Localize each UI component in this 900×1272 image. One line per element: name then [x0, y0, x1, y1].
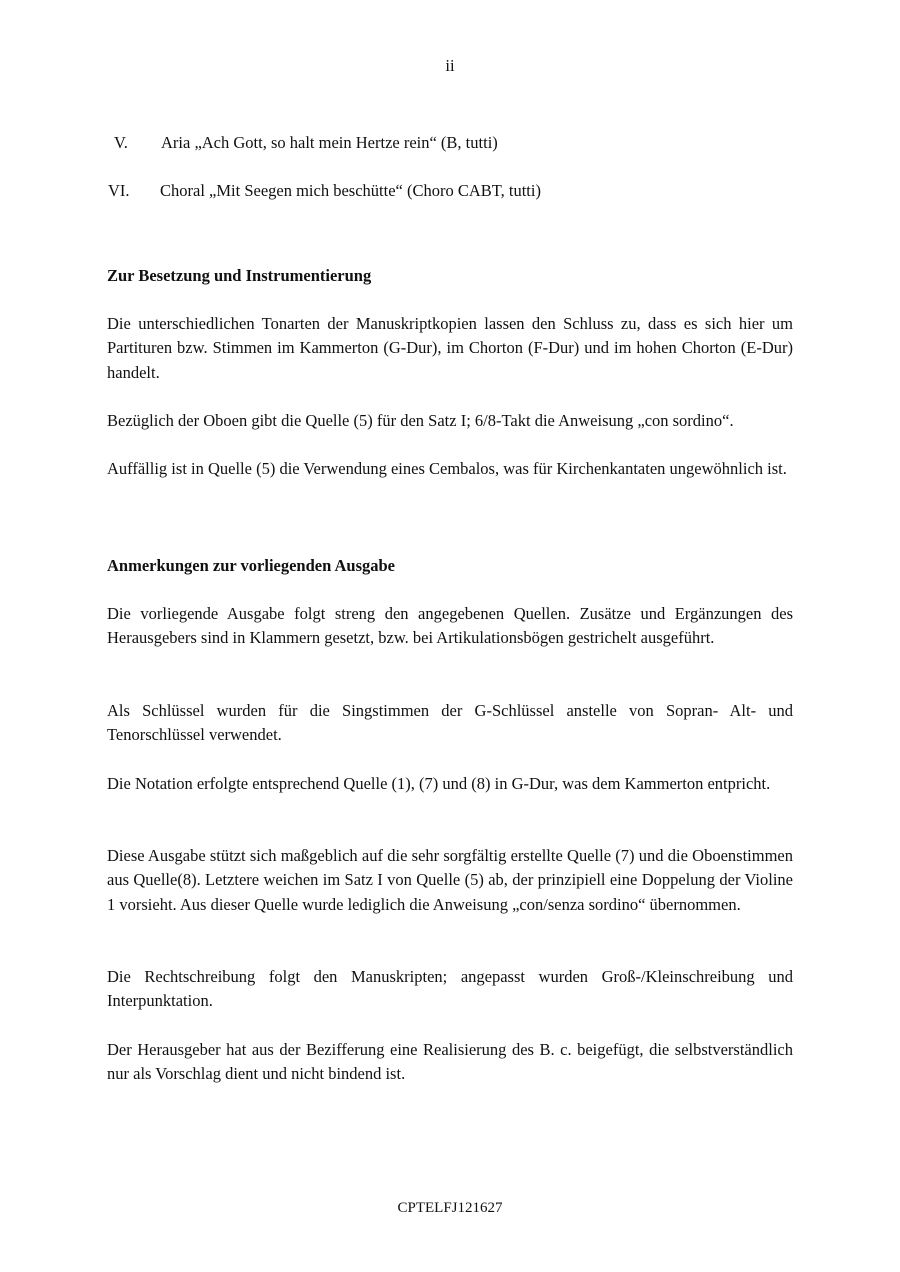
paragraph: Der Herausgeber hat aus der Bezifferung eine Realisierung des B. c. beigefügt, die selbstverständlich nur als Vorschlag dient und nicht bindend ist. — [107, 1040, 793, 1084]
movement-number: V. — [114, 133, 128, 152]
paragraph: Bezüglich der Oboen gibt die Quelle (5) für den Satz I; 6/8-Takt die Anweisung „con sordino“. — [107, 411, 734, 430]
paragraph: Als Schlüssel wurden für die Singstimmen der G-Schlüssel anstelle von Sopran- Alt- und Tenorschlüssel verwendet. — [107, 701, 793, 745]
paragraph: Die Rechtschreibung folgt den Manuskripten; angepasst wurden Groß-/Kleinschreibung und Interpunktation. — [107, 967, 793, 1011]
footer-code: CPTELFJ121627 — [397, 1200, 503, 1216]
paragraph: Auffällig ist in Quelle (5) die Verwendung eines Cembalos, was für Kirchenkantaten ungewöhnlich ist. — [107, 459, 787, 478]
movement-number: VI. — [108, 181, 130, 200]
paragraph: Die Notation erfolgte entsprechend Quelle (1), (7) und (8) in G-Dur, was dem Kammerton entpricht. — [107, 774, 771, 793]
paragraph: Die unterschiedlichen Tonarten der Manuskriptkopien lassen den Schluss zu, dass es sich hier um Partituren bzw. Stimmen im Kammerton (G-Dur), im Chorton (F-Dur) und im hohen Chorton (E-Dur) handelt. — [107, 314, 793, 382]
paragraph: Die vorliegende Ausgabe folgt streng den angegebenen Quellen. Zusätze und Ergänzungen des Herausgebers sind in Klammern gesetzt, bzw. bei Artikulationsbögen gestrichelt ausgeführt. — [107, 604, 793, 648]
paragraph: Diese Ausgabe stützt sich maßgeblich auf die sehr sorgfältig erstellte Quelle (7) und die Oboenstimmen aus Quelle(8). Letztere weichen im Satz I von Quelle (5) ab, der prinzipiell eine Doppelung der Violine 1 vorsieht. Aus dieser Quelle wurde lediglich die Anweisung „con/senza sordino“ übernommen. — [107, 846, 793, 914]
movement-title: Aria „Ach Gott, so halt mein Hertze rein“ (B, tutti) — [161, 133, 498, 152]
page-number: ii — [445, 56, 455, 75]
section-heading-anmerkungen: Anmerkungen zur vorliegenden Ausgabe — [107, 556, 396, 575]
movement-title: Choral „Mit Seegen mich beschütte“ (Choro CABT, tutti) — [160, 181, 541, 200]
section-heading-besetzung: Zur Besetzung und Instrumentierung — [107, 266, 372, 285]
